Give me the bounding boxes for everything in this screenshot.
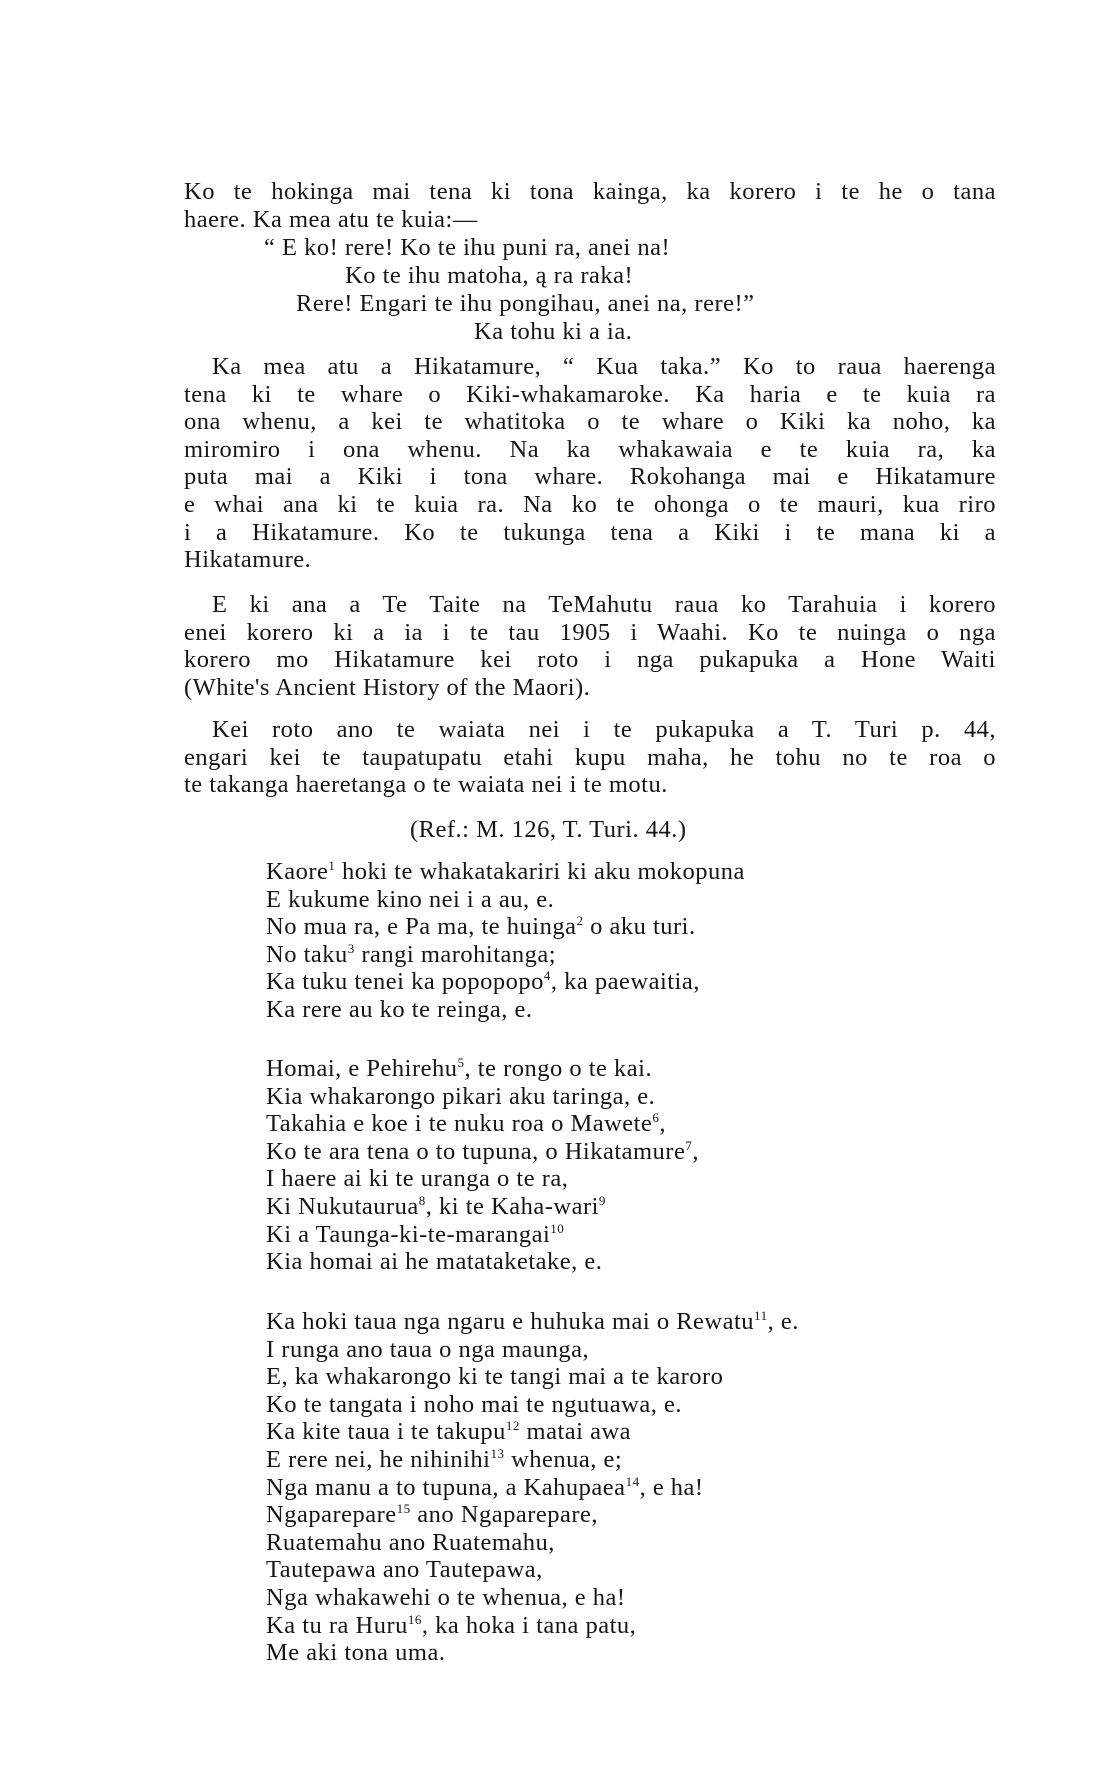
footnote-marker: 10 [550,1220,565,1236]
text-line: Ko te hokinga mai tena ki tona kainga, ka korero i te he o tana [184,178,996,205]
verse-line: Ka tu ra Huru$^{16}$, ka hoka i tana patu, [266,1611,637,1639]
text-line: tena ki te whare o Kiki-whakamaroke. Ka haria e te kuia ra [184,380,996,408]
footnote-marker: 15 [396,1501,411,1517]
paragraph-2 [184,353,996,574]
text-line: engari kei te taupatupatu etahi kupu maha, he tohu no te roa o [184,743,996,771]
verse-line: Ka kite taua i te takupu$^{12}$ matai awa [266,1418,632,1446]
text-line: enei korero ki a ia i te tau 1905 i Waahi. Ko te nuinga o nga [184,618,996,646]
verse-line: Kia whakarongo pikari aku taringa, e. [266,1082,656,1110]
footnote-marker: 4 [543,968,551,984]
verse-line: Ngaparepare$^{15}$ ano Ngaparepare, [266,1501,599,1529]
chant-line: Ko te ihu matoha, ą ra raka! [345,262,634,289]
text-line: (White's Ancient History of the Maori). [184,673,591,701]
footnote-marker: 2 [576,913,584,929]
text-line: korero mo Hikatamure kei roto i nga pukapuka a Hone Waiti [184,646,996,674]
verse-line: E kukume kino nei i a au, e. [266,885,555,913]
verse-line: I haere ai ki te uranga o te ra, [266,1165,569,1193]
text-line: E ki ana a Te Taite na TeMahutu raua ko Tarahuia i korero [212,591,996,618]
stanza-1 [266,858,745,1024]
verse-line: Nga whakawehi o te whenua, e ha! [266,1583,626,1611]
verse-line: E rere nei, he nihinihi$^{13}$ whenua, e; [266,1445,623,1473]
footnote-marker: 3 [347,940,355,956]
verse-line: Tautepawa ano Tautepawa, [266,1556,543,1584]
text-line: te takanga haeretanga o te waiata nei i te motu. [184,771,668,799]
verse-line: Ka hoki taua nga ngaru e huhuka mai o Rewatu$^{11}$, e. [266,1308,799,1335]
footnote-marker: 9 [598,1192,606,1208]
verse-line: No taku$^3$ rangi marohitanga; [266,940,557,968]
verse-line: Ko te tangata i noho mai te ngutuawa, e. [266,1390,682,1418]
text-line: puta mai a Kiki i tona whare. Rokohanga mai e Hikatamure [184,463,996,491]
verse-line: Ruatemahu ano Ruatemahu, [266,1528,555,1556]
verse-line: Ka rere au ko te reinga, e. [266,995,533,1023]
text-line: e whai ana ki te kuia ra. Na ko te ohonga o te mauri, kua riro [184,490,996,518]
verse-line: Ki a Taunga-ki-te-marangai$^{10}$ [266,1220,565,1248]
footnote-marker: 12 [505,1418,520,1434]
text-line: miromiro i ona whenu. Na ka whakawaia e te kuia ra, ka [184,435,996,463]
footnote-marker: 7 [685,1137,693,1153]
chant-line: Ka tohu ki a ia. [474,318,633,345]
verse-line: I runga ano taua o nga maunga, [266,1335,590,1363]
chant-line: “ E ko! rere! Ko te ihu puni ra, anei na! [264,234,671,261]
verse-line: Ki Nukutaurua$^8$, ki te Kaha-wari$^9$ [266,1192,606,1220]
verse-line: No mua ra, e Pa ma, te huinga$^2$ o aku turi. [266,913,696,941]
paragraph-1 [184,178,996,233]
paragraph-3 [184,591,996,701]
footnote-marker: 13 [490,1445,505,1461]
verse-line: E, ka whakarongo ki te tangi mai a te karoro [266,1363,724,1391]
verse-line: Ko te ara tena o to tupuna, o Hikatamure$^7$, [266,1137,699,1165]
footnote-marker: 6 [652,1110,660,1126]
text-line: Hikatamure. [184,546,312,574]
paragraph-4 [184,716,996,799]
text-line: ona whenu, a kei te whatitoka o te whare o Kiki ka noho, ka [184,408,996,436]
verse-line: Me aki tona uma. [266,1639,446,1667]
footnote-marker: 16 [407,1611,422,1627]
chant-line: Rere! Engari te ihu pongihau, anei na, rere!” [296,290,755,317]
text-line: i a Hikatamure. Ko te tukunga tena a Kiki i te mana ki a [184,518,996,546]
verse-line: Takahia e koe i te nuku roa o Mawete$^6$, [266,1110,666,1138]
footnote-marker: 5 [457,1055,465,1070]
verse-line: Nga manu a to tupuna, a Kahupaea$^{14}$, e ha! [266,1473,704,1501]
verse-line: Kaore$^1$ hoki te whakatakariri ki aku mokopuna [266,858,745,885]
verse-line: Ka tuku tenei ka popopopo$^4$, ka paewaitia, [266,968,700,996]
text-line: Ka mea atu a Hikatamure, “ Kua taka.” Ko to raua haerenga [212,353,996,380]
text-line: haere. Ka mea atu te kuia:— [184,205,478,233]
stanza-3 [266,1308,799,1667]
verse-line: Kia homai ai he matataketake, e. [266,1248,603,1276]
reference-line: (Ref.: M. 126, T. Turi. 44.) [410,816,687,843]
verse-line: Homai, e Pehirehu$^5$, te rongo o te kai. [266,1055,653,1082]
text-line: Kei roto ano te waiata nei i te pukapuka a T. Turi p. 44, [212,716,996,743]
footnote-marker: 8 [418,1192,426,1208]
footnote-marker: 14 [625,1473,640,1489]
footnote-marker: 1 [328,858,336,873]
stanza-2 [266,1055,699,1276]
footnote-marker: 11 [754,1308,768,1323]
